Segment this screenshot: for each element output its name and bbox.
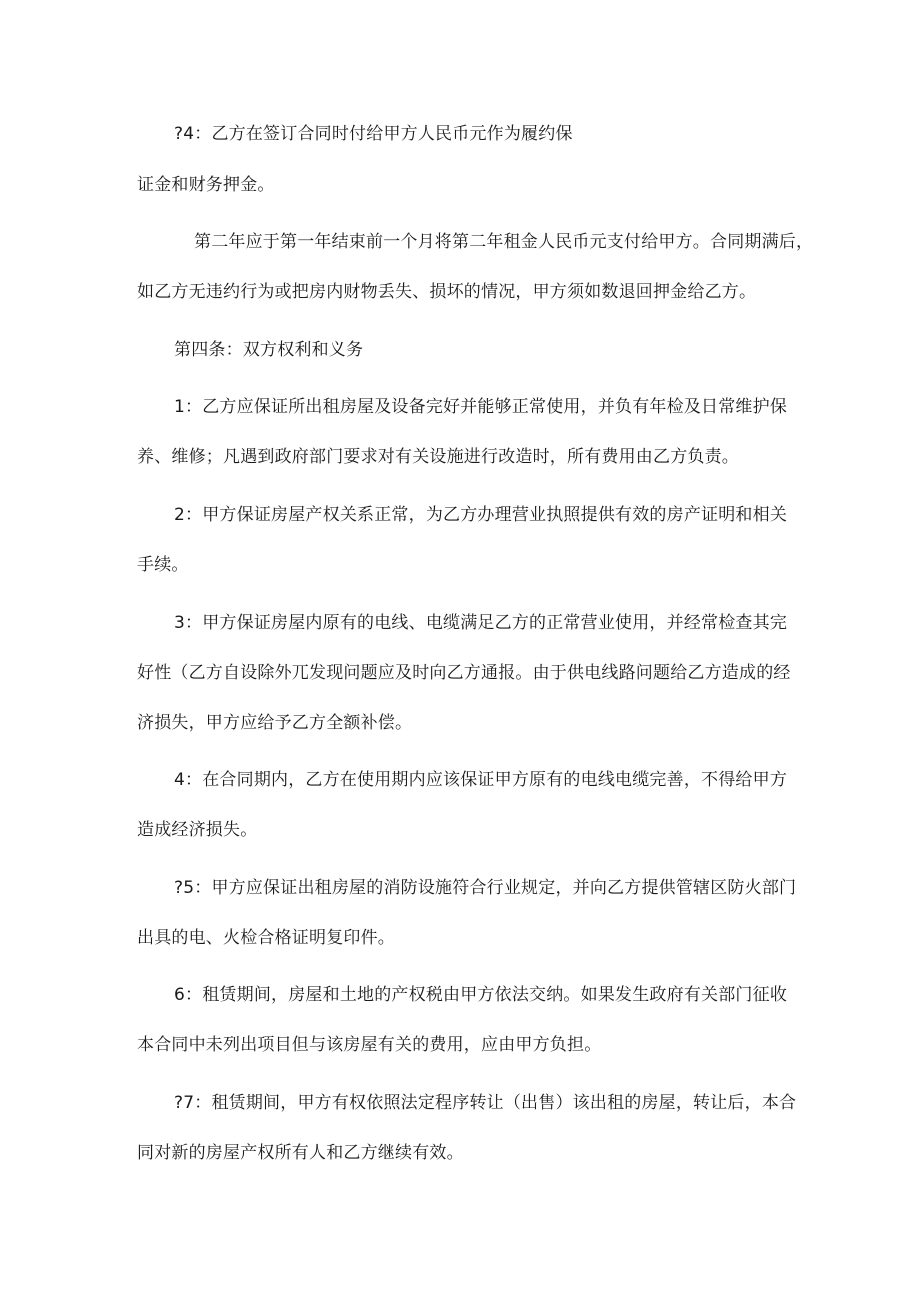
article-4-item-3-line-2: 好性（乙方自设除外兀发现问题应及时向乙方通报。由于供电线路问题给乙方造成的经 [137, 663, 791, 683]
article-4-item-7-line-1: ?7：租赁期间，甲方有权依照法定程序转让（出售）该出租的房屋，转让后，本合 [174, 1093, 797, 1113]
clause-3-item-4-line-1: ?4：乙方在签订合同时付给甲方人民币元作为履约保 [174, 124, 573, 144]
article-4-item-2-line-2: 手续。 [137, 555, 189, 575]
article-4-item-5-line-2: 出具的电、火检合格证明复印件。 [137, 928, 395, 948]
article-4-item-6-line-1: 6：租赁期间，房屋和土地的产权税由甲方依法交纳。如果发生政府有关部门征收 [174, 985, 788, 1005]
article-4-item-6-line-2: 本合同中未列出项目但与该房屋有关的费用，应由甲方负担。 [137, 1035, 602, 1055]
article-4-item-7-line-2: 同对新的房屋产权所有人和乙方继续有效。 [137, 1143, 464, 1163]
second-year-rent-line-1: 第二年应于第一年结束前一个月将第二年租金人民币元支付给甲方。合同期满后， [194, 232, 814, 252]
article-4-item-3-line-3: 济损失，甲方应给予乙方全额补偿。 [137, 713, 413, 733]
section-heading-article-4: 第四条：双方权利和义务 [174, 340, 364, 360]
article-4-item-4-line-1: 4：在合同期内，乙方在使用期内应该保证甲方原有的电线电缆完善，不得给甲方 [174, 770, 788, 790]
article-4-item-1-line-2: 养、维修；凡遇到政府部门要求对有关设施进行改造时，所有费用由乙方负责。 [137, 447, 739, 467]
second-year-rent-line-2: 如乙方无违约行为或把房内财物丢失、损坏的情况，甲方须如数退回押金给乙方。 [137, 282, 757, 302]
article-4-item-5-line-1: ?5：甲方应保证出租房屋的消防设施符合行业规定，并向乙方提供管辖区防火部门 [174, 878, 797, 898]
article-4-item-4-line-2: 造成经济损失。 [137, 820, 258, 840]
article-4-item-1-line-1: 1：乙方应保证所出租房屋及设备完好并能够正常使用，并负有年检及日常维护保 [174, 397, 788, 417]
clause-3-item-4-line-2: 证金和财务押金。 [137, 175, 275, 195]
article-4-item-3-line-1: 3：甲方保证房屋内原有的电线、电缆满足乙方的正常营业使用，并经常检查其完 [174, 613, 788, 633]
article-4-item-2-line-1: 2：甲方保证房屋产权关系正常，为乙方办理营业执照提供有效的房产证明和相关 [174, 505, 788, 525]
